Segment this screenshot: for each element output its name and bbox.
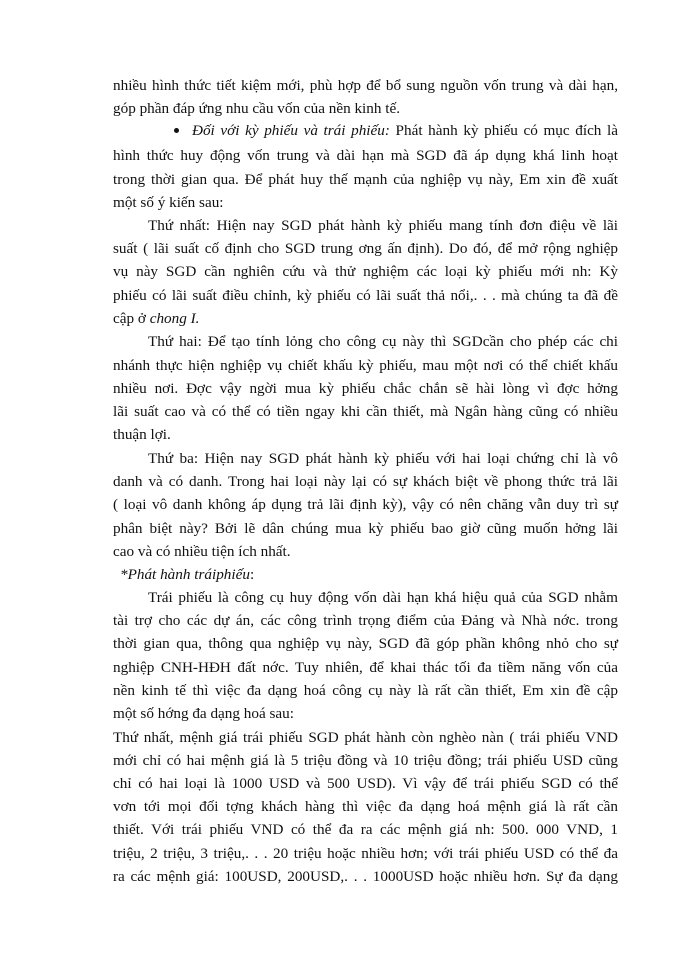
text-line: góp phần đáp ứng nhu cầu vốn của nền kinh tế. bbox=[113, 100, 401, 117]
text-line: phiếu có lãi suất điều chỉnh, kỳ phiếu có lãi suất thả nổi,. . . mà chúng ta đã đề bbox=[113, 287, 618, 304]
text-line: thiết. Với trái phiếu VND có thể đa ra các mệnh giá nh: 500. 000 VND, 1 bbox=[113, 821, 618, 838]
text-line: Trái phiếu là công cụ huy động vốn dài hạn khá hiệu quả của SGD nhằm bbox=[148, 589, 618, 606]
text-line: Thứ nhất: Hiện nay SGD phát hành kỳ phiếu mang tính đơn điệu về lãi bbox=[148, 217, 618, 234]
text-span: cập ở bbox=[113, 310, 150, 327]
heading-colon: : bbox=[249, 566, 255, 583]
text-line: cao và có nhiều tiện ích nhất. bbox=[113, 543, 291, 560]
text-line: hình thức huy động vốn trung và dài hạn mà SGD đã áp dụng khá linh hoạt bbox=[113, 147, 618, 164]
text-line: phân biệt này? Bởi lẽ dân chúng mua kỳ phiếu bao giờ cũng muốn hởng lãi bbox=[113, 520, 618, 537]
chapter-ref: chong I. bbox=[149, 310, 200, 327]
text-line: triệu, 2 triệu, 3 triệu,. . . 20 triệu hoặc nhiều hơn; với trái phiếu USD có thể đa bbox=[113, 845, 618, 862]
text-line: mới chỉ có hai mệnh giá là 5 triệu đồng và 10 triệu đồng; trái phiếu USD cũng bbox=[113, 752, 618, 769]
text-line: nghiệp CNH-HĐH đất nớc. Tuy nhiên, để khai thác tối đa tiềm năng vốn của bbox=[113, 659, 618, 676]
text-line: ra các mệnh giá: 100USD, 200USD,. . . 1000USD hoặc nhiều hơn. Sự đa dạng bbox=[113, 868, 618, 885]
text-line: nhiều nơi. Đợc vậy ngời mua kỳ phiếu chắc chắn sẽ hài lòng vì đợc hởng bbox=[113, 380, 618, 397]
text-line: danh và có danh. Trong hai loại này lại có sự khách biệt về phong thức trả lãi bbox=[113, 473, 618, 490]
text-line: nhiều hình thức tiết kiệm mới, phù hợp để bổ sung nguồn vốn trung và dài hạn, bbox=[113, 77, 618, 94]
bullet-icon bbox=[174, 128, 179, 133]
subsection-heading bbox=[120, 565, 420, 585]
section-heading: Đối với kỳ phiếu và trái phiếu: bbox=[192, 122, 390, 139]
text-line bbox=[113, 309, 618, 329]
text-line: Thứ ba: Hiện nay SGD phát hành kỳ phiếu với hai loại chứng chỉ là vô bbox=[148, 450, 618, 467]
text-line: một số ý kiến sau: bbox=[113, 194, 224, 211]
text-line: nhánh thực hiện nghiệp vụ chiết khấu kỳ phiếu, mau một nơi có thể chiết khấu bbox=[113, 357, 618, 374]
text-line: suất ( lãi suất cố định cho SGD trung ơng ấn định). Do đó, để mở rộng nghiệp bbox=[113, 240, 618, 257]
text-line: nền kinh tế thì việc đa dạng hoá công cụ này là rất cần thiết, Em xin đề cập bbox=[113, 682, 618, 699]
text-line: trong thời gian qua. Để phát huy thế mạnh của nghiệp vụ này, Em xin đề xuất bbox=[113, 171, 618, 188]
text-line: Thứ nhất, mệnh giá trái phiếu SGD phát hành còn nghèo nàn ( trái phiếu VND bbox=[113, 729, 618, 746]
text-line: vụ này SGD cần nghiên cứu và thử nghiệm các loại kỳ phiếu mới nh: Kỳ bbox=[113, 263, 618, 280]
text-line: thuận lợi. bbox=[113, 426, 171, 443]
text-line: tài trợ cho các dự án, các công trình trọng điểm của Đảng và Nhà nớc. trong bbox=[113, 612, 618, 629]
text-line: vơn tới mọi đối tợng khách hàng thì việc đa dạng hoá mệnh giá là rất cần bbox=[113, 798, 618, 815]
section-intro-line bbox=[192, 121, 618, 141]
text-line: chỉ có hai loại là 1000 USD và 500 USD). Vì vậy để trái phiếu SGD có thể bbox=[113, 775, 618, 792]
text-line: Thứ hai: Để tạo tính lỏng cho công cụ này thì SGDcần cho phép các chi bbox=[148, 333, 618, 350]
text-line: ( loại vô danh không áp dụng trả lãi định kỳ), vậy có nên chăng vẫn duy trì sự bbox=[113, 496, 618, 513]
heading-text: *Phát hành tráiphiếu bbox=[120, 566, 250, 583]
text-line: thời gian qua, thông qua nghiệp vụ này, SGD đã góp phần không nhỏ cho sự bbox=[113, 635, 618, 652]
text-span: Phát hành kỳ phiếu có mục đích là bbox=[389, 122, 618, 139]
text-line: một số hớng đa dạng hoá sau: bbox=[113, 705, 294, 722]
text-line: lãi suất cao và có thể có tiền ngay khi cần thiết, mà Ngân hàng cũng có nhiều bbox=[113, 403, 618, 420]
